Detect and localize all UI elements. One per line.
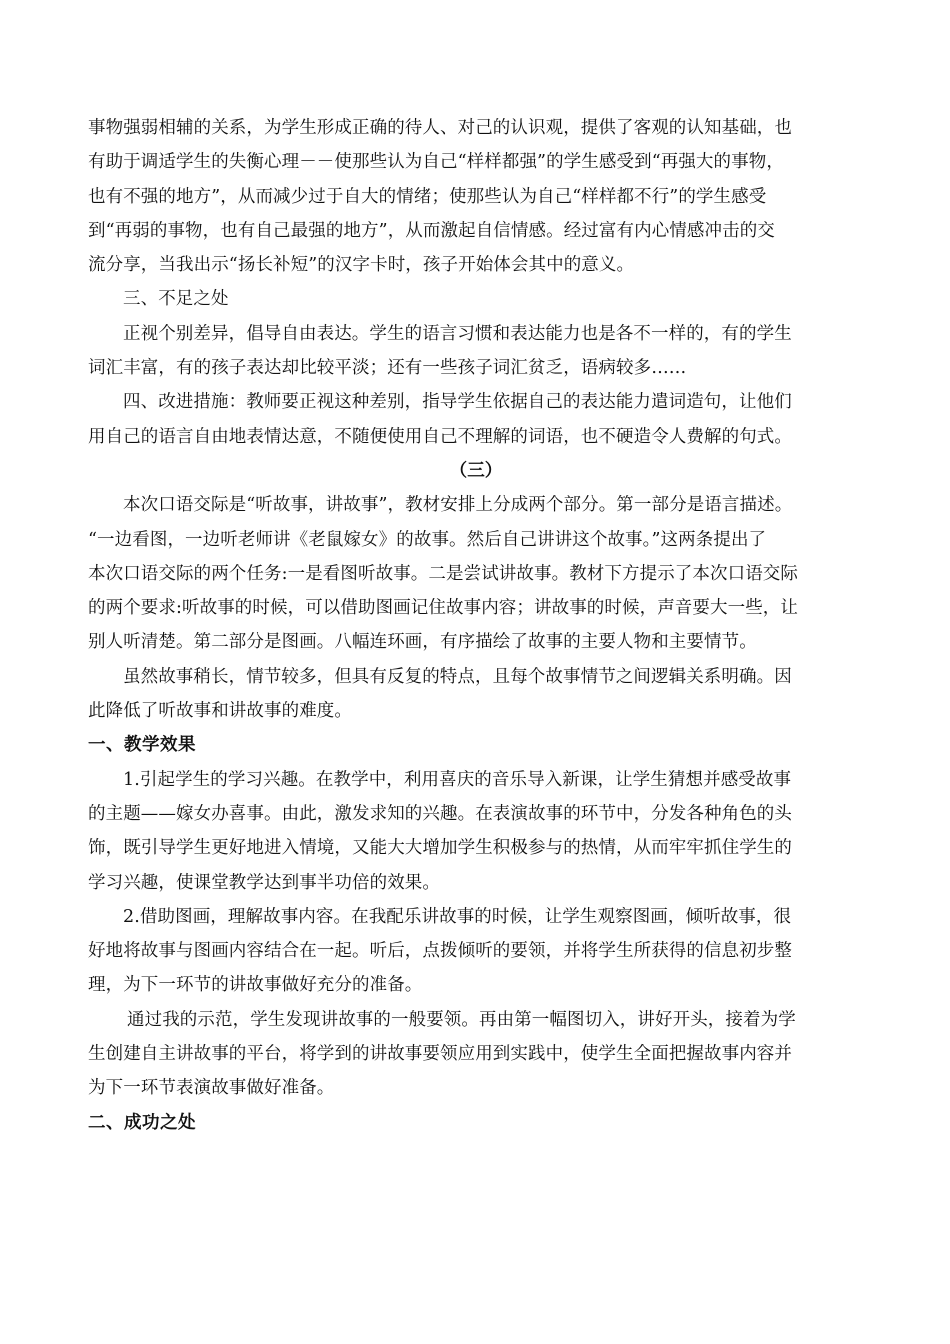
- document-page: [88, 111, 864, 1140]
- text-line: 2.借助图画，理解故事内容。在我配乐讲故事的时候，让学生观察图画，倾听故事，很: [123, 906, 792, 927]
- paragraph-intro: [88, 488, 864, 659]
- paragraph-difficulty: [88, 660, 864, 729]
- text-line: 用自己的语言自由地表情达意，不随便使用自己不理解的词语，也不硬造令人费解的句式。: [88, 426, 792, 447]
- section-heading-shortcomings: 三、不足之处: [123, 289, 229, 310]
- text-line: 理，为下一环节的讲故事做好充分的准备。: [88, 975, 423, 996]
- text-line: 为下一环节表演故事做好准备。: [88, 1078, 335, 1099]
- text-line: 此降低了听故事和讲故事的难度。: [88, 701, 352, 722]
- paragraph-shortcomings: [88, 317, 864, 386]
- text-line: “一边看图，一边听老师讲《老鼠嫁女》的故事。然后自己讲讲这个故事。”这两条提出了: [88, 529, 767, 550]
- text-line: 本次口语交际是“听故事，讲故事”，教材安排上分成两个部分。第一部分是语言描述。: [123, 495, 793, 516]
- text-line: 本次口语交际的两个任务:一是看图听故事。二是尝试讲故事。教材下方提示了本次口语交际: [88, 563, 798, 584]
- text-line: 虽然故事稍长，情节较多，但具有反复的特点，且每个故事情节之间逻辑关系明确。因: [123, 666, 792, 687]
- part-title: （三）: [449, 460, 503, 481]
- text-line: 也有不强的地方”，从而减少过于自大的情绪；使那些认为自己“样样都不行”的学生感受: [88, 186, 767, 207]
- text-line: 通过我的示范，学生发现讲故事的一般要领。再由第一幅图切入，讲好开头，接着为学: [127, 1009, 796, 1030]
- paragraph-effect-2: [88, 900, 864, 1003]
- text-line: 的主题——嫁女办喜事。由此，激发求知的兴趣。在表演故事的环节中，分发各种角色的头: [88, 803, 792, 824]
- text-line: 1.引起学生的学习兴趣。在教学中，利用喜庆的音乐导入新课，让学生猜想并感受故事: [123, 769, 792, 790]
- section-heading-teaching-effect: 一、教学效果: [88, 735, 196, 756]
- text-line: 四、改进措施：教师要正视这种差别，指导学生依据自己的表达能力遣词造句，让他们: [123, 392, 792, 413]
- text-line: 饰，既引导学生更好地进入情境，又能大大增加学生积极参与的热情，从而牢牢抓住学生的: [88, 838, 792, 859]
- paragraph-demonstration: [88, 1003, 864, 1106]
- text-line: 好地将故事与图画内容结合在一起。听后，点拨倾听的要领，并将学生所获得的信息初步整: [88, 941, 792, 962]
- paragraph-improvements: [88, 385, 864, 454]
- text-line: 的两个要求:听故事的时候，可以借助图画记住故事内容；讲故事的时候，声音要大一些，让: [88, 598, 798, 619]
- text-line: 别人听清楚。第二部分是图画。八幅连环画，有序描绘了故事的主要人物和主要情节。: [88, 632, 757, 653]
- text-line: 生创建自主讲故事的平台，将学到的讲故事要领应用到实践中，使学生全面把握故事内容并: [88, 1044, 792, 1065]
- text-line: 流分享，当我出示“扬长补短”的汉字卡时，孩子开始体会其中的意义。: [88, 255, 635, 276]
- text-line: 到“再弱的事物，也有自己最强的地方”，从而激起自信情感。经过富有内心情感冲击的交: [88, 220, 775, 241]
- text-line: 词汇丰富，有的孩子表达却比较平淡；还有一些孩子词汇贫乏，语病较多……: [88, 358, 687, 379]
- section-heading-successes: 二、成功之处: [88, 1112, 196, 1133]
- text-line: 学习兴趣，使课堂教学达到事半功倍的效果。: [88, 872, 440, 893]
- text-line: 事物强弱相辅的关系，为学生形成正确的待人、对己的认识观，提供了客观的认知基础，也: [88, 118, 792, 138]
- paragraph-effect-1: [88, 763, 864, 900]
- text-line: 有助于调适学生的失衡心理－－使那些认为自己“样样都强”的学生感受到“再强大的事物，: [88, 152, 784, 173]
- text-line: 正视个别差异，倡导自由表达。学生的语言习惯和表达能力也是各不一样的，有的学生: [123, 323, 792, 344]
- paragraph-continuation: [88, 111, 864, 282]
